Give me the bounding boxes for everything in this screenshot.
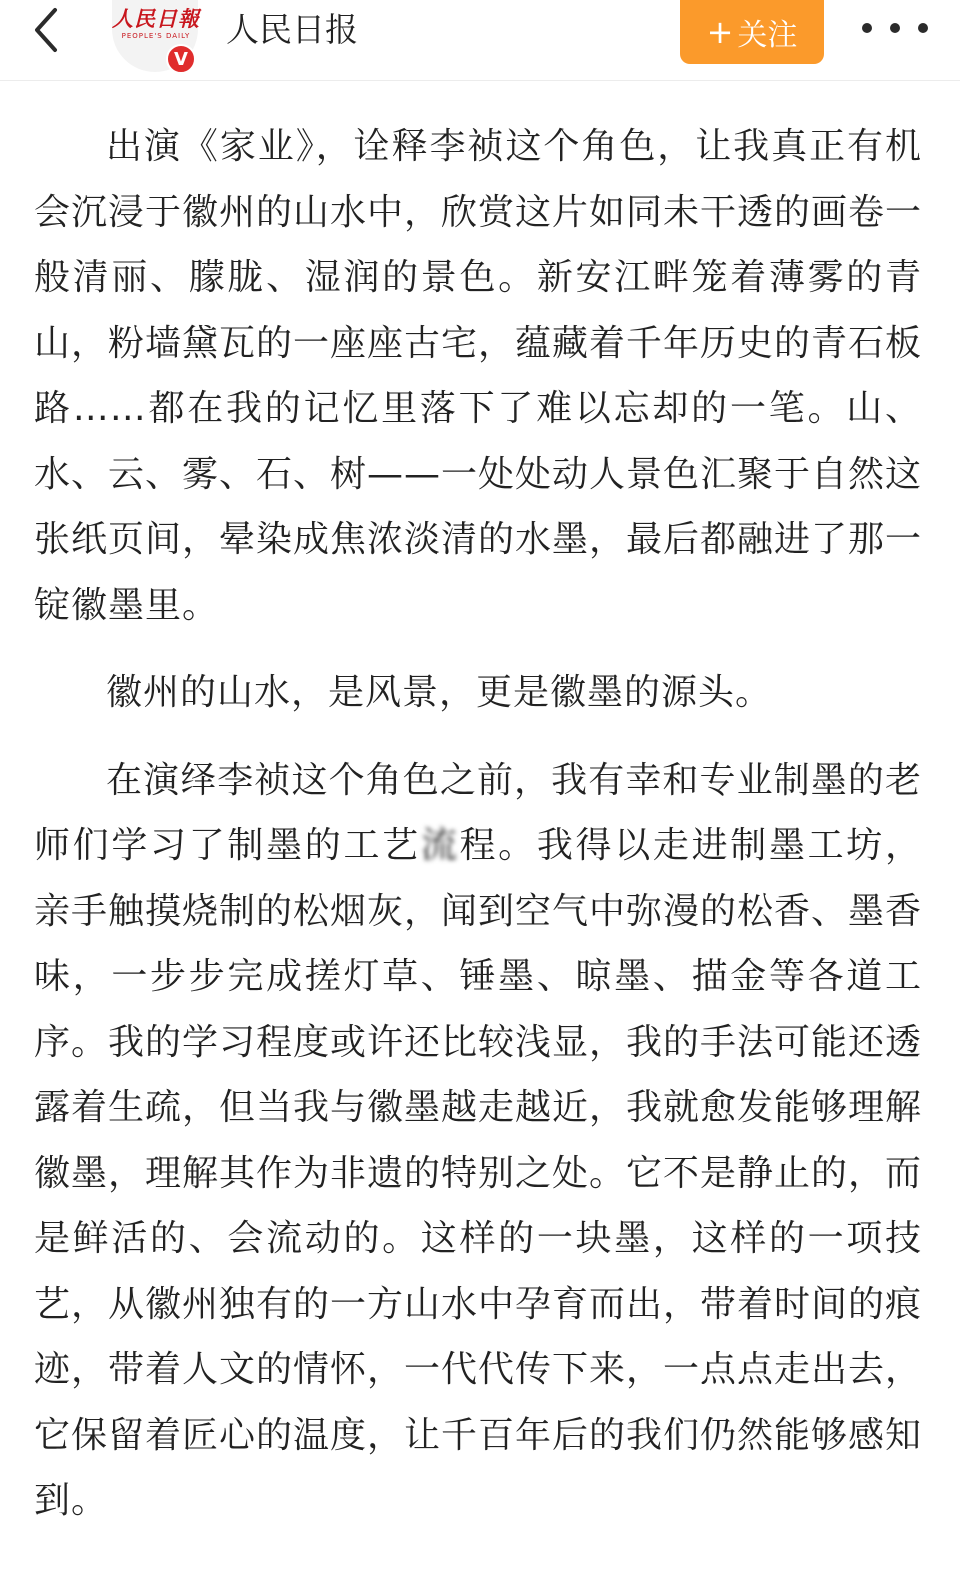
logo-text: 人民日報 [112, 5, 200, 31]
account-name[interactable]: 人民日报 [226, 10, 358, 49]
article-paragraph: 徽州的山水，是风景，更是徽墨的源头。 [106, 672, 773, 713]
more-icon-dot [890, 23, 900, 33]
more-icon-dot [918, 23, 928, 33]
people-daily-logo [112, 2, 200, 46]
account-avatar[interactable] [112, 0, 198, 72]
article-paragraph [34, 748, 922, 1534]
blurred-text: 流 [420, 825, 460, 866]
follow-label: 关注 [737, 18, 798, 53]
more-options-button[interactable] [862, 6, 928, 50]
follow-button[interactable] [680, 0, 824, 64]
verified-badge: V [166, 44, 196, 74]
article-paragraph: 出演《家业》，诠释李祯这个角色，让我真正有机会沉浸于徽州的山水中，欣赏这片如同未干透的画卷一般清丽、朦胧、湿润的景色。新安江畔笼着薄雾的青山，粉墙黛瓦的一座座古宅，蕴藏着千年历史的青石板路……都在我的记忆里落下了难以忘却的一笔。山、水、云、雾、石、树——一处处动人景色汇聚于自然这张纸页间，晕染成焦浓淡清的水墨，最后都融进了那一锭徽墨里。 [34, 126, 923, 626]
paragraph-text: 程。我得以走进制墨工坊，亲手触摸烧制的松烟灰，闻到空气中弥漫的松香、墨香味，一步步完成搓灯草、锤墨、晾墨、描金等各道工序。我的学习程度或许还比较浅显，我的手法可能还透露着生疏，但当我与徽墨越走越近，我就愈发能够理解徽墨，理解其作为非遗的特别之处。它不是静止的，而是鲜活的、会流动的。这样的一块墨，这样的一项技艺，从徽州独有的一方山水中孕育而出，带着时间的痕迹，带着人文的情怀，一代代传下来，一点点走出去，它保留着匠心的温度，让千百年后的我们仍然能够感知到。 [34, 825, 923, 1521]
article-body [34, 114, 922, 1534]
plus-icon: + [706, 13, 734, 51]
logo-subtext: PEOPLE'S DAILY [121, 31, 191, 40]
paragraph-text: 在演绎李祯这个角色之前，我有幸和专业制墨的老师们学习了制墨的工艺 [34, 759, 922, 866]
top-navigation-bar [0, 0, 960, 81]
back-chevron-icon [31, 6, 61, 54]
more-icon-dot [862, 23, 872, 33]
back-button[interactable] [22, 6, 70, 54]
